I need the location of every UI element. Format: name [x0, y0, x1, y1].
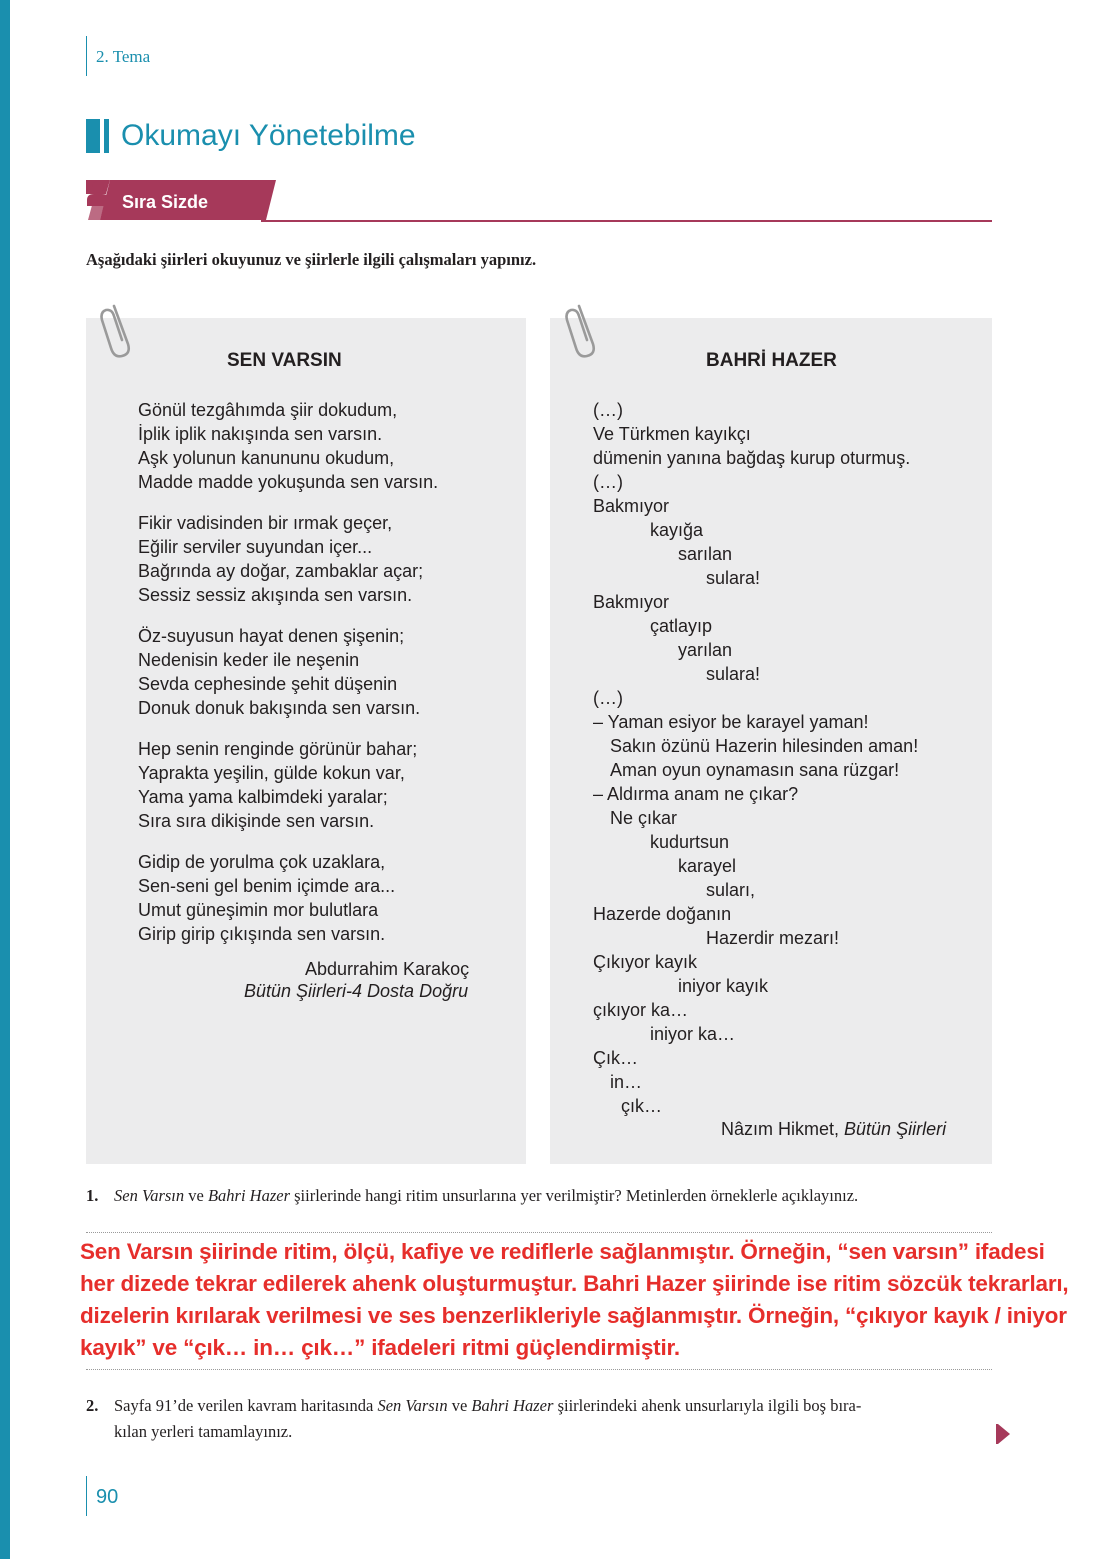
poem2-line: (…) — [593, 688, 623, 708]
poem1-line: Gönül tezgâhımda şiir dokudum, — [138, 400, 398, 420]
poem2-title: BAHRİ HAZER — [706, 350, 837, 371]
poem2-line: Çıkıyor kayık — [593, 952, 698, 972]
section-title: Okumayı Yönetebilme — [121, 119, 416, 152]
question-2 — [86, 1396, 861, 1416]
poem2-author: Nâzım Hikmet, — [721, 1119, 840, 1139]
banner-label: Sıra Sizde — [122, 192, 209, 212]
poem1-line: Bağrında ay doğar, zambaklar açar; — [138, 561, 424, 581]
paperclip-icon — [565, 300, 605, 360]
footer-rule — [86, 1476, 87, 1516]
poem2-line: sarılan — [678, 544, 733, 564]
poem1-line: Öz-suyusun hayat denen şişenin; — [138, 626, 405, 646]
poem2-line: Hazerde doğanın — [593, 904, 732, 924]
next-page-arrow-icon[interactable] — [996, 1422, 1012, 1446]
poem2-source: Bütün Şiirleri — [844, 1119, 947, 1139]
poem1-line: Eğilir serviler suyundan içer... — [138, 537, 373, 557]
sira-sizde-banner — [86, 180, 992, 224]
answer-line-top — [86, 1232, 992, 1233]
poem2-line: in… — [610, 1072, 643, 1092]
poem2-line: Aman oyun oynamasın sana rüzgar! — [610, 760, 900, 780]
poem2-attribution — [721, 1117, 946, 1141]
person-icon — [86, 180, 110, 206]
question-1 — [86, 1186, 858, 1206]
poem2-line: kudurtsun — [650, 832, 730, 852]
poem1-line: Donuk donuk bakışında sen varsın. — [138, 698, 421, 718]
poem1-line: Girip girip çıkışında sen varsın. — [138, 924, 386, 944]
poem2-line: suları, — [706, 880, 756, 900]
instruction-text: Aşağıdaki şiirleri okuyunuz ve şiirlerle ilgili çalışmaları yapınız. — [86, 250, 537, 269]
poem2-line: iniyor kayık — [678, 976, 769, 996]
answer-area[interactable] — [80, 1236, 1070, 1366]
poem2-line: Bakmıyor — [593, 496, 670, 516]
poem2-line: Hazerdir mezarı! — [706, 928, 840, 948]
poem1-source: Bütün Şiirleri-4 Dosta Doğru — [244, 981, 469, 1001]
poem2-line: karayel — [678, 856, 737, 876]
question-2-connector: ve — [451, 1396, 468, 1415]
poem2-line: çatlayıp — [650, 616, 713, 636]
poem1-line: Yaprakta yeşilin, gülde kokun var, — [138, 763, 405, 783]
poem2-line: yarılan — [678, 640, 733, 660]
poem2-line: çıkıyor ka… — [593, 1000, 689, 1020]
poem1-title: SEN VARSIN — [227, 350, 342, 371]
poem2-line: Bakmıyor — [593, 592, 670, 612]
poem1-line: Aşk yolunun kanununu okudum, — [138, 448, 395, 468]
paperclip-icon — [100, 300, 140, 360]
question-2-text-c: kılan yerleri tamamlayınız. — [114, 1422, 293, 1441]
question-2-title-a: Sen Varsın — [377, 1396, 448, 1415]
poem2-line: çık… — [621, 1096, 663, 1116]
banner-rule — [261, 220, 992, 222]
section-heading — [86, 116, 416, 156]
heading-bar-thin-icon — [104, 119, 109, 153]
poem2-line: (…) — [593, 472, 623, 492]
question-1-number: 1. — [86, 1186, 99, 1205]
poem1-line: Sıra sıra dikişinde sen varsın. — [138, 811, 375, 831]
question-2-number: 2. — [86, 1396, 99, 1415]
question-2-title-b: Bahri Hazer — [471, 1396, 554, 1415]
theme-label: 2. Tema — [96, 47, 151, 66]
poem1-line: Sen-seni gel benim içimde ara... — [138, 876, 396, 896]
poem2-line: (…) — [593, 400, 623, 420]
poem1-line: Umut güneşimin mor bulutlara — [138, 900, 379, 920]
poem1-author: Abdurrahim Karakoç — [305, 959, 470, 979]
poem2-line: kayığa — [650, 520, 704, 540]
poem1-line: Gidip de yorulma çok uzaklara, — [138, 852, 386, 872]
poem2-line: – Aldırma anam ne çıkar? — [593, 784, 799, 804]
poem2-line: Ve Türkmen kayıkçı — [593, 424, 751, 444]
poem1-line: İplik iplik nakışında sen varsın. — [138, 424, 383, 444]
poem2-line: Sakın özünü Hazerin hilesinden aman! — [610, 736, 919, 756]
poem2-line: Ne çıkar — [610, 808, 678, 828]
poem2-line: sulara! — [706, 664, 761, 684]
poem2-line: iniyor ka… — [650, 1024, 736, 1044]
poem1-line: Sessiz sessiz akışında sen varsın. — [138, 585, 413, 605]
page-number: 90 — [96, 1486, 119, 1508]
poem2-line: dümenin yanına bağdaş kurup oturmuş. — [593, 448, 911, 468]
header-rule — [86, 36, 87, 76]
question-1-connector: ve — [188, 1186, 204, 1205]
answer-1-text: Sen Varsın şiirinde ritim, ölçü, kafiye ve rediflerle sağlanmıştır. Örneğin, “sen varsın” ifadesi her dizede tekrar edilerek ahenk oluşturmuştur. Bahri Hazer şiirinde ise ritim sözcük tekrarları, dizelerin kırılarak verilmesi ve ses benzerlikleriyle sağlanmıştır. Örneğin, “çıkıyor kayık / iniyor kayık” ve “çık… in… çık…” ifadeleri ritmi güçlendirmiştir. — [80, 1239, 1069, 1360]
heading-bar-icon — [86, 119, 100, 153]
poem1-line: Sevda cephesinde şehit düşenin — [138, 674, 398, 694]
poem2-line: – Yaman esiyor be karayel yaman! — [593, 712, 869, 732]
poem1-line: Yama yama kalbimdeki yaralar; — [138, 787, 388, 807]
poem1-line: Fikir vadisinden bir ırmak geçer, — [138, 513, 393, 533]
answer-line-bottom — [86, 1369, 992, 1370]
poem2-line: sulara! — [706, 568, 761, 588]
poem1-line: Hep senin renginde görünür bahar; — [138, 739, 418, 759]
question-2-text-b: şiirlerindeki ahenk unsurlarıyla ilgili boş bıra- — [557, 1396, 862, 1415]
question-1-text: şiirlerinde hangi ritim unsurlarına yer verilmiştir? Metinlerden örneklerle açıklayınız. — [294, 1186, 859, 1205]
poem1-line: Nedenisin keder ile neşenin — [138, 650, 360, 670]
poem2-line: Çık… — [593, 1048, 638, 1068]
question-1-title-b: Bahri Hazer — [207, 1186, 290, 1205]
left-edge-bar — [0, 0, 10, 1559]
question-2-text-a: Sayfa 91’de verilen kavram haritasında — [114, 1396, 374, 1415]
question-1-title-a: Sen Varsın — [114, 1186, 185, 1205]
poem1-line: Madde madde yokuşunda sen varsın. — [138, 472, 439, 492]
